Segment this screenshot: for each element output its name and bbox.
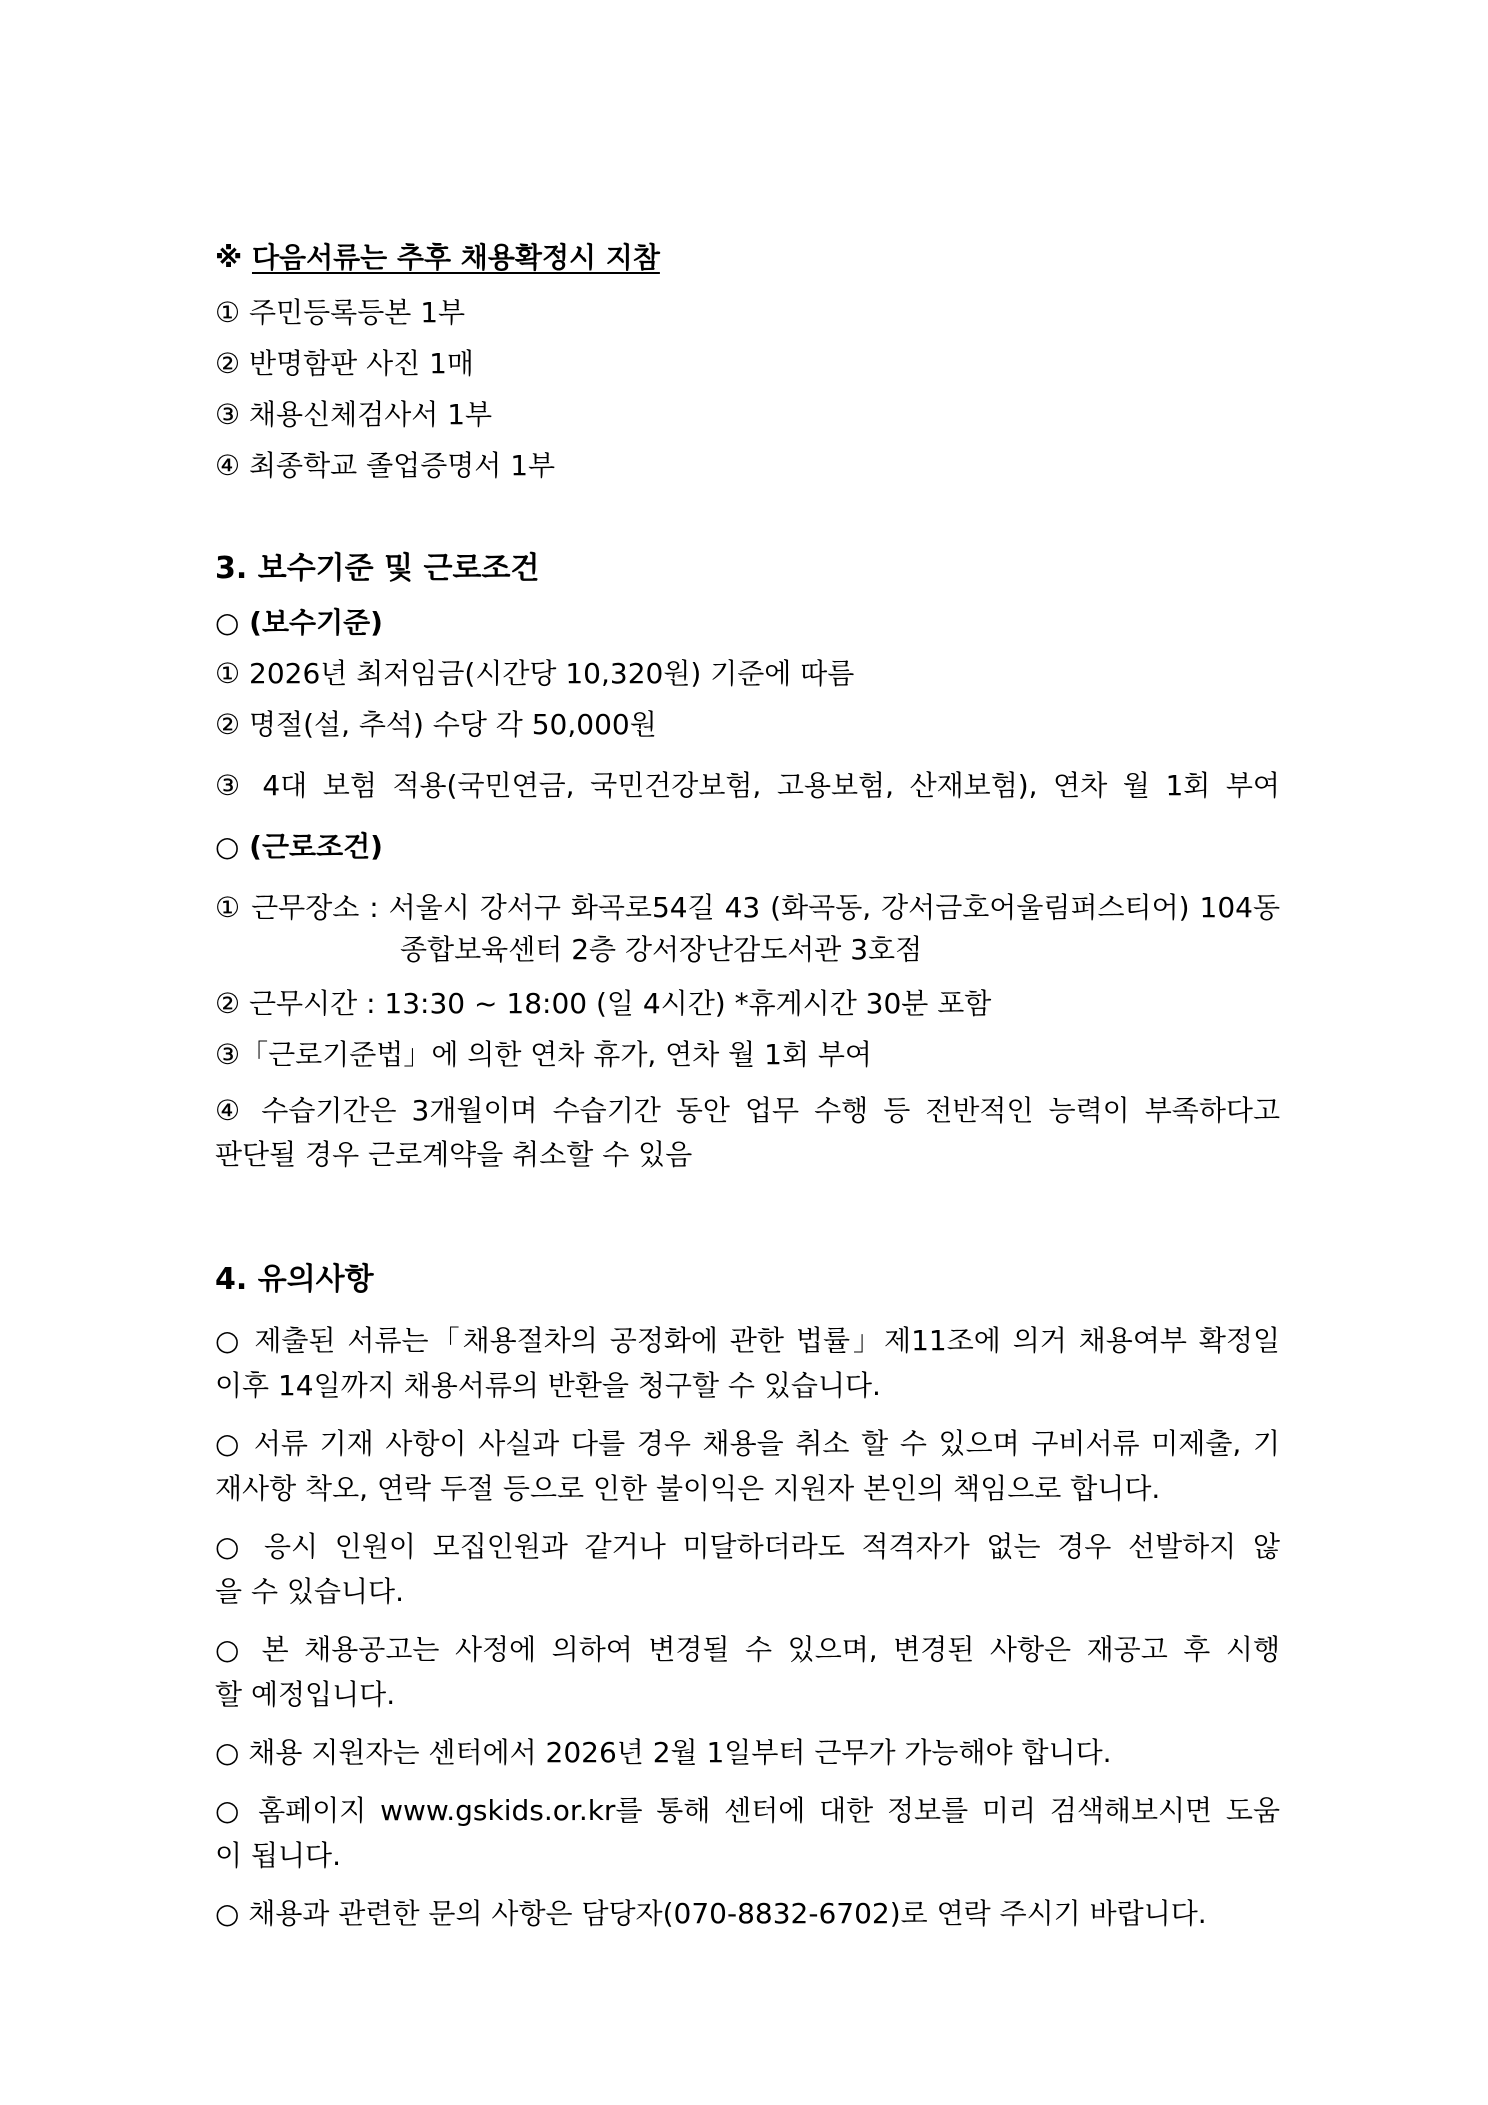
pay-item-2: ② 명절(설, 추석) 수당 각 50,000원 — [215, 708, 657, 741]
pay-title: ○ (보수기준) — [215, 606, 383, 639]
section3-heading: 3. 보수기준 및 근로조건 — [215, 551, 540, 586]
note-7: ○ 채용과 관련한 문의 사항은 담당자(070-8832-6702)로 연락 주시기 바랍니다. — [215, 1897, 1207, 1930]
pay-item-1: ① 2026년 최저임금(시간당 10,320원) 기준에 따름 — [215, 657, 855, 690]
work-place-line1: ① 근무장소 : 서울시 강서구 화곡로54길 43 (화곡동, 강서금호어울림퍼스티어) 104동 — [215, 891, 1280, 924]
note-2-line1: ○ 서류 기재 사항이 사실과 다를 경우 채용을 취소 할 수 있으며 구비서류 미제출, 기 — [215, 1427, 1280, 1460]
note-4-line2: 할 예정입니다. — [215, 1678, 396, 1711]
section4-heading: 4. 유의사항 — [215, 1262, 374, 1297]
work-place-line2: 종합보육센터 2층 강서장난감도서관 3호점 — [400, 933, 923, 966]
note-6-line1: ○ 홈페이지 www.gskids.or.kr를 통해 센터에 대한 정보를 미리 검색해보시면 도움 — [215, 1794, 1280, 1827]
note-6-line2: 이 됩니다. — [215, 1839, 341, 1872]
note-1-line2: 이후 14일까지 채용서류의 반환을 청구할 수 있습니다. — [215, 1369, 881, 1402]
work-hours: ② 근무시간 : 13:30 ~ 18:00 (일 4시간) *휴게시간 30분 포함 — [215, 987, 992, 1020]
note-3-line1: ○ 응시 인원이 모집인원과 같거나 미달하더라도 적격자가 없는 경우 선발하지 않 — [215, 1530, 1280, 1563]
annual-leave: ③「근로기준법」에 의한 연차 휴가, 연차 월 1회 부여 — [215, 1038, 872, 1071]
docs-notice-title-text: 다음서류는 추후 채용확정시 지참 — [251, 241, 660, 274]
docs-item-3: ③ 채용신체검사서 1부 — [215, 398, 493, 431]
probation-line2: 판단될 경우 근로계약을 취소할 수 있음 — [215, 1138, 693, 1171]
note-4-line1: ○ 본 채용공고는 사정에 의하여 변경될 수 있으며, 변경된 사항은 재공고 후 시행 — [215, 1633, 1280, 1666]
docs-item-2: ② 반명함판 사진 1매 — [215, 347, 474, 380]
docs-item-1: ① 주민등록등본 1부 — [215, 296, 466, 329]
docs-notice-title: ※ 다음서류는 추후 채용확정시 지참 — [215, 241, 660, 274]
note-5: ○ 채용 지원자는 센터에서 2026년 2월 1일부터 근무가 가능해야 합니다. — [215, 1736, 1112, 1769]
conditions-title: ○ (근로조건) — [215, 830, 383, 863]
note-3-line2: 을 수 있습니다. — [215, 1575, 404, 1608]
docs-item-4: ④ 최종학교 졸업증명서 1부 — [215, 449, 556, 482]
probation-line1: ④ 수습기간은 3개월이며 수습기간 동안 업무 수행 등 전반적인 능력이 부족하다고 — [215, 1094, 1280, 1127]
pay-item-3: ③ 4대 보험 적용(국민연금, 국민건강보험, 고용보험, 산재보험), 연차 월 1회 부여 — [215, 769, 1280, 802]
note-2-line2: 재사항 착오, 연락 두절 등으로 인한 불이익은 지원자 본인의 책임으로 합니다. — [215, 1472, 1161, 1505]
note-1-line1: ○ 제출된 서류는「채용절차의 공정화에 관한 법률」제11조에 의거 채용여부 확정일 — [215, 1324, 1280, 1357]
